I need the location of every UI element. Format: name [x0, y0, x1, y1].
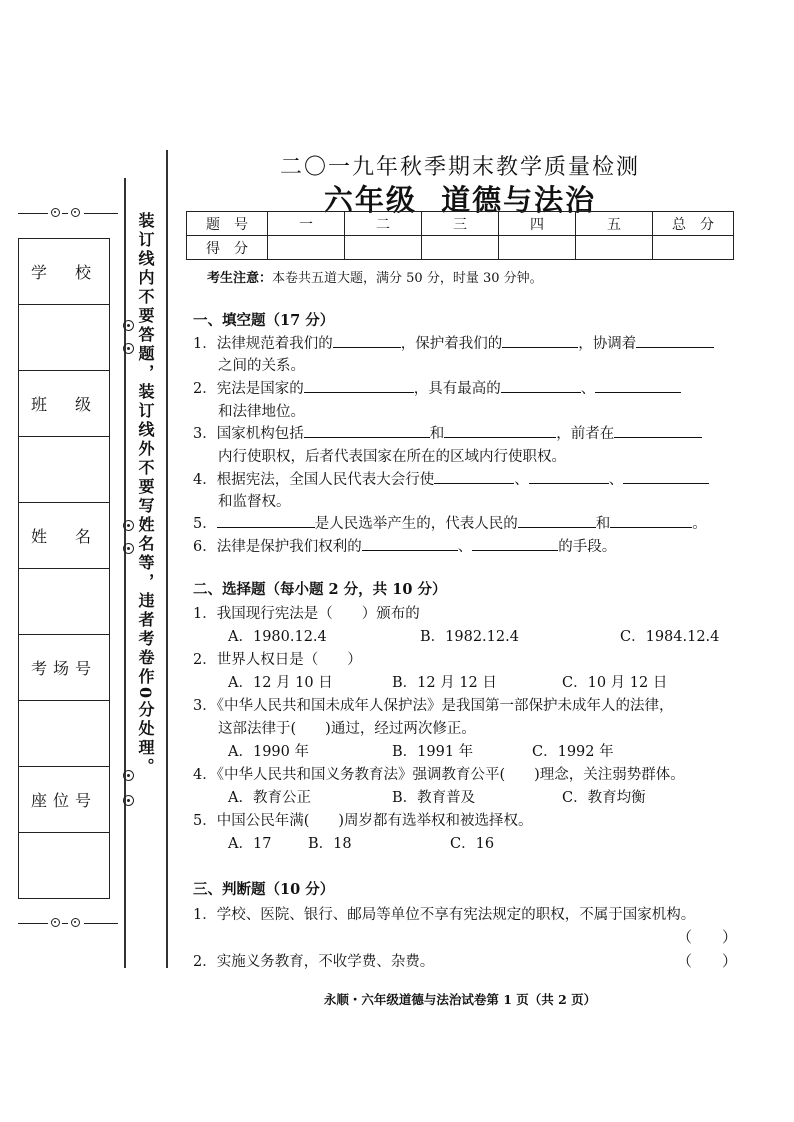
choice-option[interactable]: B．教育普及	[392, 790, 476, 806]
score-header-cell: 四	[499, 212, 576, 236]
question-line	[193, 512, 707, 533]
score-cell[interactable]	[653, 236, 734, 260]
binding-line-right	[166, 150, 168, 968]
score-cell[interactable]	[422, 236, 499, 260]
question-line: 这部法律于( )通过，经过两次修正。	[218, 721, 476, 737]
answer-blank[interactable]	[529, 470, 609, 484]
student-info-table	[18, 238, 110, 899]
score-cell[interactable]	[499, 236, 576, 260]
question-text: 2．宪法是国家的	[193, 381, 304, 397]
choice-option[interactable]: C．16	[450, 836, 495, 852]
answer-blank[interactable]	[362, 537, 458, 551]
choice-option[interactable]: B．1991 年	[392, 744, 474, 760]
question-line: 1．学校、医院、银行、邮局等单位不享有宪法规定的职权，不属于国家机构。	[193, 907, 696, 923]
question-text: 的手段。	[558, 539, 617, 555]
score-header-cell: 题 号	[187, 212, 268, 236]
binding-seal-icon	[123, 320, 134, 331]
score-header-cell: 五	[576, 212, 653, 236]
question-text: 5．	[193, 516, 217, 532]
school-field[interactable]	[19, 305, 110, 371]
choice-option[interactable]: A．1980.12.4	[228, 629, 327, 645]
answer-blank[interactable]	[595, 379, 681, 393]
question-line	[193, 535, 616, 556]
top-ornament	[18, 208, 118, 218]
question-line: 5．中国公民年满( )周岁都有选举权和被选择权。	[193, 813, 533, 829]
question-text: 、	[608, 472, 624, 488]
choice-option[interactable]: A．教育公正	[228, 790, 311, 806]
answer-blank[interactable]	[333, 334, 401, 348]
choice-option[interactable]: A．1990 年	[228, 744, 309, 760]
choice-option[interactable]: A．17	[228, 836, 272, 852]
exam-room-label: 考场号	[19, 635, 110, 701]
score-header-cell: 一	[268, 212, 345, 236]
question-text: ，保护着我们的	[400, 336, 503, 352]
binding-seal-icon	[123, 770, 134, 781]
choice-option[interactable]: C．教育均衡	[562, 790, 646, 806]
question-text: 、	[580, 381, 596, 397]
question-text: 、	[514, 472, 529, 488]
question-line: 3．《中华人民共和国未成年人保护法》是我国第一部保护未成年人的法律，	[193, 698, 674, 714]
question-line: 2．实施义务教育，不收学费、杂费。	[193, 954, 435, 970]
question-text: 4．根据宪法，全国人民代表大会行使	[193, 472, 435, 488]
choice-option[interactable]: B．18	[308, 836, 352, 852]
answer-blank[interactable]	[610, 514, 692, 528]
exam-title: 二〇一九年秋季期末教学质量检测	[279, 155, 640, 180]
question-text: 和	[429, 426, 445, 442]
answer-blank[interactable]	[472, 537, 558, 551]
question-text: 3．国家机构包括	[193, 426, 304, 442]
answer-parenthesis[interactable]: （ ）	[677, 928, 738, 946]
answer-blank[interactable]	[518, 514, 596, 528]
seat-label: 座位号	[19, 767, 110, 833]
exam-subtitle: 六年级 道德与法治	[323, 183, 597, 217]
question-line: 之间的关系。	[218, 358, 305, 374]
question-text: 。	[692, 516, 707, 532]
answer-parenthesis[interactable]: （ ）	[677, 952, 738, 970]
section2-heading: 二、选择题（每小题 2 分，共 10 分）	[193, 581, 447, 598]
question-text: 是人民选举产生的，代表人民的	[314, 516, 518, 532]
score-header-cell: 二	[345, 212, 422, 236]
binding-seal-icon	[123, 343, 134, 354]
choice-option[interactable]: C．10 月 12 日	[562, 675, 668, 691]
answer-blank[interactable]	[501, 379, 581, 393]
score-table	[186, 211, 734, 260]
name-label: 姓 名	[19, 503, 110, 569]
question-line	[193, 422, 702, 443]
section1-heading: 一、填空题（17 分）	[193, 312, 335, 329]
binding-instruction: 装订线内不要答题，装订线外不要写姓名等，违者考卷作0分处理。	[136, 212, 155, 778]
answer-blank[interactable]	[444, 424, 556, 438]
answer-blank[interactable]	[304, 379, 414, 393]
question-text: 1．法律规范着我们的	[193, 336, 333, 352]
choice-option[interactable]: B．12 月 12 日	[392, 675, 497, 691]
question-text: ，具有最高的	[413, 381, 501, 397]
question-text: 6．法律是保护我们权利的	[193, 539, 362, 555]
question-line: 内行使职权，后者代表国家在所在的区域内行使职权。	[218, 449, 566, 465]
question-text: 和	[595, 516, 611, 532]
question-line: 4．《中华人民共和国义务教育法》强调教育公平( )理念，关注弱势群体。	[193, 767, 685, 783]
binding-line-left	[124, 178, 126, 968]
binding-seal-icon	[123, 543, 134, 554]
question-line: 1．我国现行宪法是（ ）颁布的	[193, 606, 420, 622]
section3-heading: 三、判断题（10 分）	[193, 881, 335, 898]
class-label: 班 级	[19, 371, 110, 437]
answer-blank[interactable]	[434, 470, 514, 484]
choice-option[interactable]: C．1984.12.4	[620, 629, 720, 645]
school-label: 学 校	[19, 239, 110, 305]
exam-room-field[interactable]	[19, 701, 110, 767]
choice-option[interactable]: B．1982.12.4	[420, 629, 519, 645]
seat-field[interactable]	[19, 833, 110, 899]
notice-text: 本卷共五道大题，满分 50 分，时量 30 分钟。	[272, 271, 543, 286]
answer-blank[interactable]	[304, 424, 430, 438]
choice-option[interactable]: A．12 月 10 日	[228, 675, 333, 691]
notice-label: 考生注意：	[207, 271, 273, 286]
question-text: ，协调着	[578, 336, 637, 352]
question-text: 、	[457, 539, 473, 555]
question-line	[193, 377, 681, 398]
score-cell[interactable]	[268, 236, 345, 260]
answer-blank[interactable]	[502, 334, 578, 348]
score-row-label: 得 分	[187, 236, 268, 260]
question-line	[193, 332, 714, 353]
question-line: 和监督权。	[218, 494, 291, 510]
binding-seal-icon	[123, 520, 134, 531]
answer-blank[interactable]	[636, 334, 714, 348]
bottom-ornament	[18, 918, 118, 928]
score-cell[interactable]	[576, 236, 653, 260]
score-header-cell: 三	[422, 212, 499, 236]
class-field[interactable]	[19, 437, 110, 503]
answer-blank[interactable]	[217, 514, 315, 528]
choice-option[interactable]: C．1992 年	[532, 744, 614, 760]
question-line: 和法律地位。	[218, 404, 305, 420]
question-line	[193, 468, 709, 489]
score-cell[interactable]	[345, 236, 422, 260]
exam-notice	[207, 267, 543, 286]
binding-seal-icon	[123, 795, 134, 806]
question-text: ，前者在	[556, 426, 615, 442]
question-line: 2．世界人权日是（ ）	[193, 652, 362, 668]
score-header-cell: 总 分	[653, 212, 734, 236]
answer-blank[interactable]	[623, 470, 709, 484]
name-field[interactable]	[19, 569, 110, 635]
page-footer: 永顺・六年级道德与法治试卷第 1 页（共 2 页）	[323, 992, 597, 1007]
answer-blank[interactable]	[614, 424, 702, 438]
